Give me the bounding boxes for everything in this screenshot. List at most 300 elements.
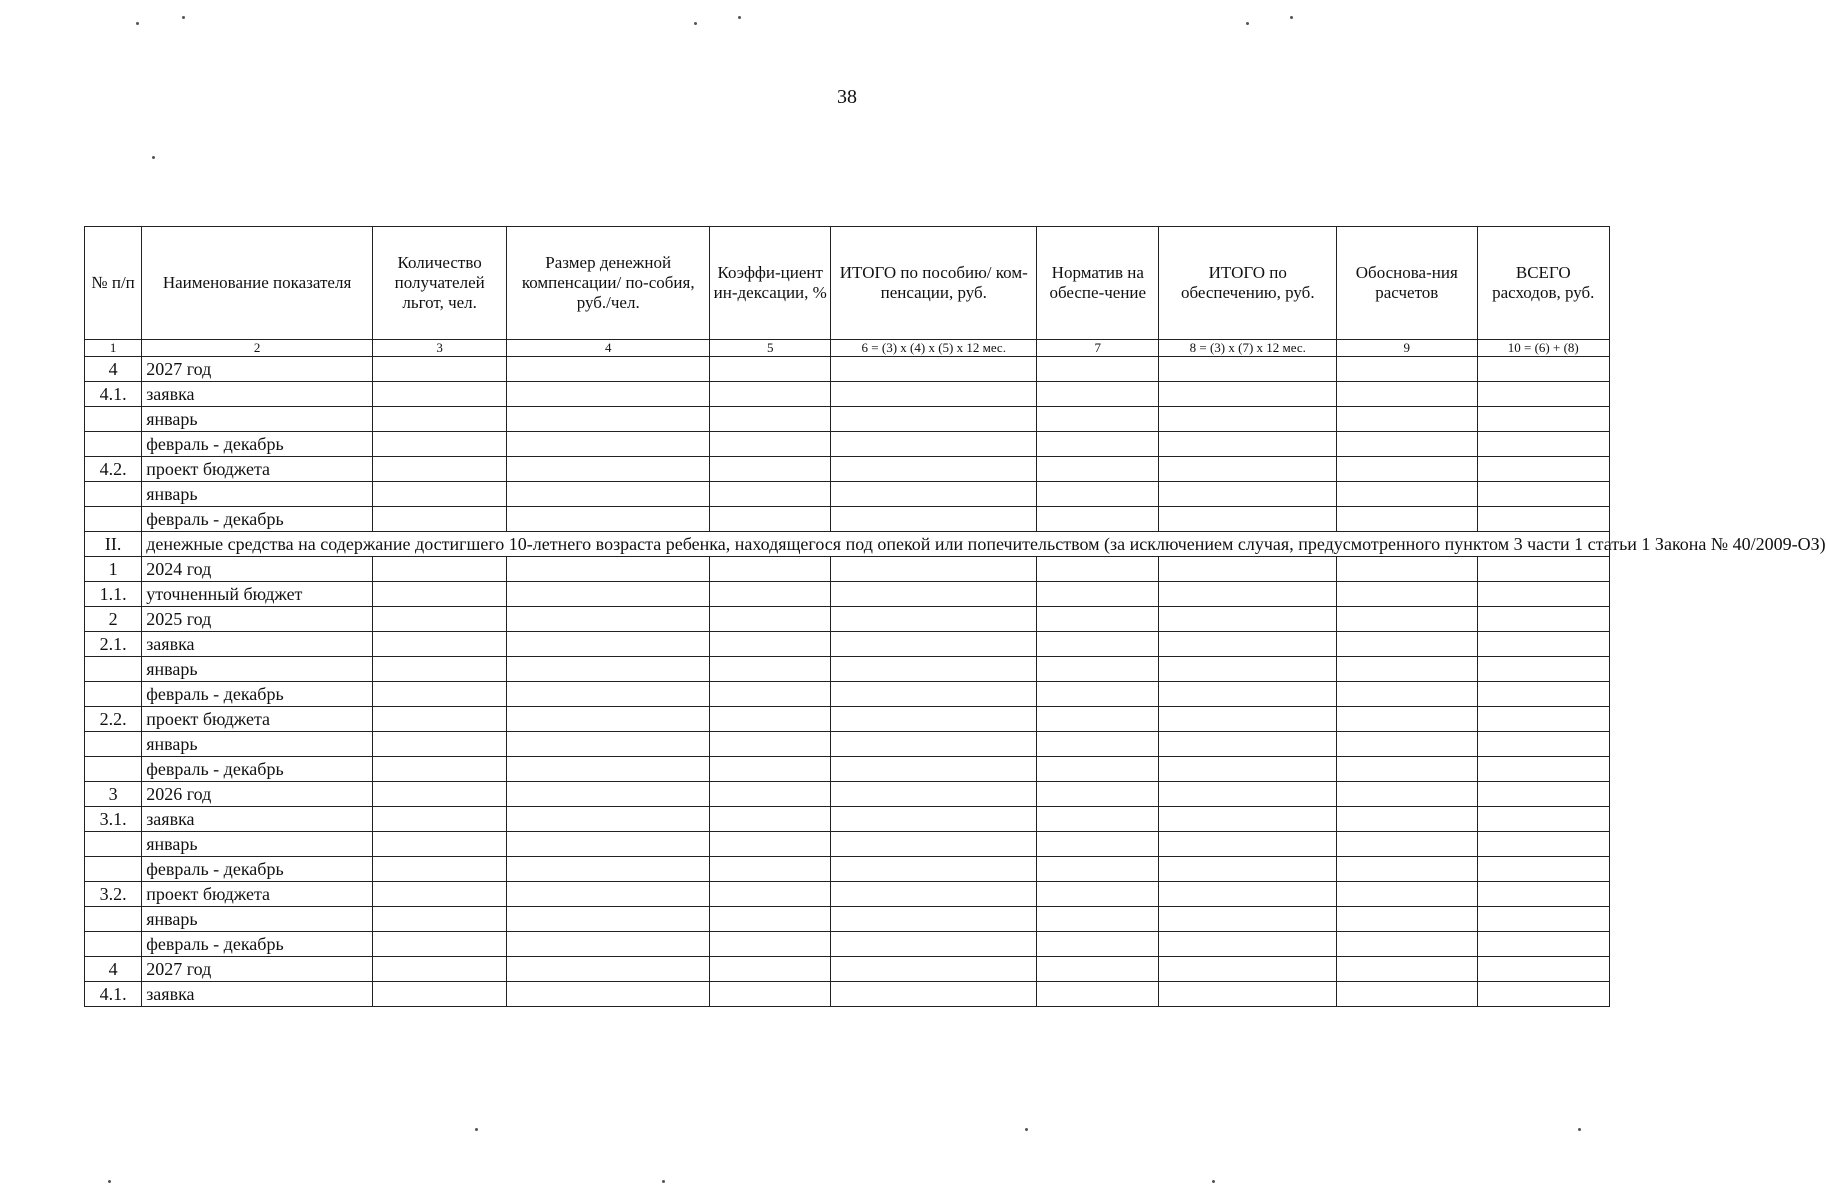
value-cell <box>372 407 506 432</box>
value-cell <box>1159 807 1337 832</box>
row-name: февраль - декабрь <box>142 757 373 782</box>
row-name: январь <box>142 657 373 682</box>
value-cell <box>1337 582 1477 607</box>
value-cell <box>1337 357 1477 382</box>
value-cell <box>1159 457 1337 482</box>
table-row <box>85 982 1610 1007</box>
value-cell <box>1337 957 1477 982</box>
scan-speck <box>1246 22 1249 25</box>
value-cell <box>1337 482 1477 507</box>
value-cell <box>507 482 710 507</box>
row-number <box>85 907 142 932</box>
row-name: январь <box>142 482 373 507</box>
row-number: 2 <box>85 607 142 632</box>
column-number: 5 <box>710 340 831 357</box>
value-cell <box>507 957 710 982</box>
value-cell <box>1159 707 1337 732</box>
value-cell <box>1159 632 1337 657</box>
value-cell <box>710 807 831 832</box>
value-cell <box>507 582 710 607</box>
table-row <box>85 882 1610 907</box>
value-cell <box>1037 957 1159 982</box>
value-cell <box>372 557 506 582</box>
table-row <box>85 482 1610 507</box>
scan-speck <box>1025 1128 1028 1131</box>
value-cell <box>1159 757 1337 782</box>
value-cell <box>1159 482 1337 507</box>
column-header: Коэффи-циент ин-дексации, % <box>710 227 831 340</box>
value-cell <box>372 882 506 907</box>
row-number <box>85 732 142 757</box>
column-header: Размер денежной компенсации/ по-собия, руб./чел. <box>507 227 710 340</box>
value-cell <box>1159 832 1337 857</box>
value-cell <box>831 807 1037 832</box>
value-cell <box>1337 907 1477 932</box>
value-cell <box>1337 382 1477 407</box>
row-name: январь <box>142 732 373 757</box>
value-cell <box>710 557 831 582</box>
column-header: Количество получателей льгот, чел. <box>372 227 506 340</box>
value-cell <box>710 782 831 807</box>
value-cell <box>1337 757 1477 782</box>
table-row <box>85 732 1610 757</box>
row-number <box>85 657 142 682</box>
value-cell <box>1337 557 1477 582</box>
table-row <box>85 907 1610 932</box>
value-cell <box>372 707 506 732</box>
value-cell <box>1477 857 1609 882</box>
scan-speck <box>475 1128 478 1131</box>
value-cell <box>1037 507 1159 532</box>
value-cell <box>1477 932 1609 957</box>
value-cell <box>372 582 506 607</box>
value-cell <box>1477 507 1609 532</box>
value-cell <box>507 982 710 1007</box>
value-cell <box>507 907 710 932</box>
value-cell <box>1337 657 1477 682</box>
table-row <box>85 857 1610 882</box>
value-cell <box>710 857 831 882</box>
value-cell <box>507 507 710 532</box>
value-cell <box>1477 657 1609 682</box>
value-cell <box>1037 982 1159 1007</box>
value-cell <box>507 807 710 832</box>
column-header: № п/п <box>85 227 142 340</box>
value-cell <box>372 982 506 1007</box>
value-cell <box>710 907 831 932</box>
value-cell <box>507 782 710 807</box>
value-cell <box>507 382 710 407</box>
value-cell <box>1337 832 1477 857</box>
table-row <box>85 357 1610 382</box>
value-cell <box>1337 932 1477 957</box>
value-cell <box>710 757 831 782</box>
section-number: II. <box>85 532 142 557</box>
value-cell <box>1159 657 1337 682</box>
column-number: 8 = (3) x (7) x 12 мес. <box>1159 340 1337 357</box>
value-cell <box>831 432 1037 457</box>
value-cell <box>1159 507 1337 532</box>
value-cell <box>507 732 710 757</box>
value-cell <box>831 682 1037 707</box>
value-cell <box>1159 882 1337 907</box>
value-cell <box>1037 357 1159 382</box>
value-cell <box>1477 557 1609 582</box>
value-cell <box>1037 732 1159 757</box>
value-cell <box>831 782 1037 807</box>
table-row <box>85 582 1610 607</box>
table-row <box>85 382 1610 407</box>
value-cell <box>1337 632 1477 657</box>
value-cell <box>1159 782 1337 807</box>
scan-speck <box>1290 16 1293 19</box>
table-row <box>85 957 1610 982</box>
value-cell <box>710 832 831 857</box>
value-cell <box>1477 782 1609 807</box>
value-cell <box>831 757 1037 782</box>
value-cell <box>1477 432 1609 457</box>
value-cell <box>1337 407 1477 432</box>
value-cell <box>1159 932 1337 957</box>
column-number: 7 <box>1037 340 1159 357</box>
value-cell <box>831 832 1037 857</box>
value-cell <box>507 632 710 657</box>
value-cell <box>1159 957 1337 982</box>
row-name: февраль - декабрь <box>142 857 373 882</box>
row-number: 1.1. <box>85 582 142 607</box>
value-cell <box>1337 982 1477 1007</box>
value-cell <box>507 607 710 632</box>
value-cell <box>831 357 1037 382</box>
value-cell <box>507 657 710 682</box>
value-cell <box>372 632 506 657</box>
value-cell <box>1037 632 1159 657</box>
value-cell <box>372 832 506 857</box>
value-cell <box>372 732 506 757</box>
row-number <box>85 757 142 782</box>
value-cell <box>372 957 506 982</box>
table-row <box>85 807 1610 832</box>
value-cell <box>1037 607 1159 632</box>
value-cell <box>1477 482 1609 507</box>
row-number: 2.1. <box>85 632 142 657</box>
value-cell <box>831 907 1037 932</box>
value-cell <box>831 982 1037 1007</box>
table-row <box>85 557 1610 582</box>
row-name: проект бюджета <box>142 882 373 907</box>
column-number: 10 = (6) + (8) <box>1477 340 1609 357</box>
value-cell <box>1159 682 1337 707</box>
row-number <box>85 857 142 882</box>
value-cell <box>831 607 1037 632</box>
value-cell <box>831 657 1037 682</box>
value-cell <box>1477 357 1609 382</box>
row-name: январь <box>142 907 373 932</box>
column-header: ВСЕГО расходов, руб. <box>1477 227 1609 340</box>
value-cell <box>710 982 831 1007</box>
value-cell <box>831 632 1037 657</box>
value-cell <box>1477 582 1609 607</box>
value-cell <box>1037 807 1159 832</box>
value-cell <box>507 932 710 957</box>
value-cell <box>372 357 506 382</box>
table-row <box>85 632 1610 657</box>
value-cell <box>1337 507 1477 532</box>
value-cell <box>1477 882 1609 907</box>
value-cell <box>372 432 506 457</box>
scan-speck <box>694 22 697 25</box>
table-row <box>85 782 1610 807</box>
scan-speck <box>738 16 741 19</box>
value-cell <box>507 457 710 482</box>
table-row <box>85 757 1610 782</box>
scan-speck <box>108 1180 111 1183</box>
value-cell <box>1337 782 1477 807</box>
scan-speck <box>136 22 139 25</box>
table-body <box>85 357 1826 1007</box>
value-cell <box>372 932 506 957</box>
row-name: январь <box>142 832 373 857</box>
value-cell <box>1159 407 1337 432</box>
value-cell <box>1037 407 1159 432</box>
table-row <box>85 607 1610 632</box>
column-header: Наименование показателя <box>142 227 373 340</box>
row-number: 2.2. <box>85 707 142 732</box>
value-cell <box>1159 557 1337 582</box>
page-number: 38 <box>837 86 857 108</box>
value-cell <box>1037 857 1159 882</box>
value-cell <box>1159 732 1337 757</box>
value-cell <box>1037 707 1159 732</box>
value-cell <box>710 457 831 482</box>
column-number-row <box>85 340 1610 357</box>
scan-speck <box>182 16 185 19</box>
value-cell <box>1037 832 1159 857</box>
row-number: 4.2. <box>85 457 142 482</box>
row-name: проект бюджета <box>142 707 373 732</box>
value-cell <box>372 607 506 632</box>
value-cell <box>1037 682 1159 707</box>
value-cell <box>507 432 710 457</box>
value-cell <box>1159 982 1337 1007</box>
value-cell <box>1337 607 1477 632</box>
value-cell <box>1159 607 1337 632</box>
table-row <box>85 407 1610 432</box>
value-cell <box>710 382 831 407</box>
value-cell <box>710 482 831 507</box>
section-row <box>85 532 1610 557</box>
value-cell <box>710 707 831 732</box>
value-cell <box>831 382 1037 407</box>
value-cell <box>1337 857 1477 882</box>
row-number <box>85 832 142 857</box>
value-cell <box>831 557 1037 582</box>
value-cell <box>1477 757 1609 782</box>
value-cell <box>710 657 831 682</box>
row-name: заявка <box>142 632 373 657</box>
row-number <box>85 482 142 507</box>
column-number: 2 <box>142 340 373 357</box>
row-number <box>85 507 142 532</box>
table-row <box>85 932 1610 957</box>
value-cell <box>1037 757 1159 782</box>
row-name: 2027 год <box>142 357 373 382</box>
value-cell <box>507 757 710 782</box>
column-number: 4 <box>507 340 710 357</box>
value-cell <box>372 507 506 532</box>
value-cell <box>831 707 1037 732</box>
column-header: ИТОГО по пособию/ ком-пенсации, руб. <box>831 227 1037 340</box>
value-cell <box>372 682 506 707</box>
scan-speck <box>662 1180 665 1183</box>
row-name: 2026 год <box>142 782 373 807</box>
column-number: 6 = (3) x (4) x (5) x 12 мес. <box>831 340 1037 357</box>
value-cell <box>1477 407 1609 432</box>
value-cell <box>710 632 831 657</box>
value-cell <box>372 907 506 932</box>
value-cell <box>1037 432 1159 457</box>
row-number: 4 <box>85 957 142 982</box>
value-cell <box>507 557 710 582</box>
value-cell <box>1037 932 1159 957</box>
value-cell <box>831 932 1037 957</box>
row-number: 4.1. <box>85 382 142 407</box>
row-name: январь <box>142 407 373 432</box>
value-cell <box>372 382 506 407</box>
row-number <box>85 932 142 957</box>
value-cell <box>507 357 710 382</box>
row-name: февраль - декабрь <box>142 682 373 707</box>
row-name: февраль - декабрь <box>142 432 373 457</box>
value-cell <box>1037 782 1159 807</box>
value-cell <box>1037 457 1159 482</box>
column-number: 1 <box>85 340 142 357</box>
value-cell <box>1037 382 1159 407</box>
row-number <box>85 432 142 457</box>
row-name: февраль - декабрь <box>142 932 373 957</box>
value-cell <box>710 932 831 957</box>
value-cell <box>1159 582 1337 607</box>
scan-speck <box>1212 1180 1215 1183</box>
section-title: денежные средства на содержание достигшего 10-летнего возраста ребенка, находящегося под опекой или попечительством (за исключением случая, предусмотренного пунктом 3 части 1 статьи 1 Закона № 40/2009-ОЗ) <box>142 532 1610 557</box>
value-cell <box>1477 832 1609 857</box>
row-name: заявка <box>142 382 373 407</box>
table-row <box>85 832 1610 857</box>
row-name: февраль - декабрь <box>142 507 373 532</box>
value-cell <box>710 507 831 532</box>
value-cell <box>831 482 1037 507</box>
value-cell <box>1037 557 1159 582</box>
value-cell <box>1477 807 1609 832</box>
column-header: ИТОГО по обеспечению, руб. <box>1159 227 1337 340</box>
scan-speck <box>152 156 155 159</box>
value-cell <box>507 832 710 857</box>
expense-calculation-table <box>84 226 1826 1007</box>
row-number: 4.1. <box>85 982 142 1007</box>
value-cell <box>1337 807 1477 832</box>
row-name: заявка <box>142 982 373 1007</box>
value-cell <box>710 882 831 907</box>
value-cell <box>507 882 710 907</box>
value-cell <box>710 357 831 382</box>
value-cell <box>372 482 506 507</box>
value-cell <box>1477 457 1609 482</box>
value-cell <box>710 682 831 707</box>
value-cell <box>1337 457 1477 482</box>
value-cell <box>1477 732 1609 757</box>
table-row <box>85 457 1610 482</box>
column-number: 3 <box>372 340 506 357</box>
column-number: 9 <box>1337 340 1477 357</box>
value-cell <box>1037 582 1159 607</box>
row-name: заявка <box>142 807 373 832</box>
value-cell <box>1477 907 1609 932</box>
value-cell <box>372 857 506 882</box>
value-cell <box>831 407 1037 432</box>
value-cell <box>1037 907 1159 932</box>
value-cell <box>372 757 506 782</box>
value-cell <box>507 707 710 732</box>
value-cell <box>1037 882 1159 907</box>
row-number: 1 <box>85 557 142 582</box>
value-cell <box>710 732 831 757</box>
table-row <box>85 682 1610 707</box>
table-row <box>85 432 1610 457</box>
row-name: уточненный бюджет <box>142 582 373 607</box>
value-cell <box>1337 707 1477 732</box>
value-cell <box>1477 707 1609 732</box>
value-cell <box>1477 957 1609 982</box>
value-cell <box>1337 432 1477 457</box>
row-number <box>85 682 142 707</box>
table-row <box>85 657 1610 682</box>
value-cell <box>1477 382 1609 407</box>
value-cell <box>831 857 1037 882</box>
value-cell <box>1477 682 1609 707</box>
value-cell <box>1477 607 1609 632</box>
row-name: 2027 год <box>142 957 373 982</box>
value-cell <box>710 432 831 457</box>
column-header: Норматив на обеспе-чение <box>1037 227 1159 340</box>
value-cell <box>831 582 1037 607</box>
value-cell <box>372 657 506 682</box>
value-cell <box>710 582 831 607</box>
row-name: 2025 год <box>142 607 373 632</box>
row-number: 3.2. <box>85 882 142 907</box>
table-row <box>85 707 1610 732</box>
value-cell <box>831 882 1037 907</box>
value-cell <box>710 957 831 982</box>
row-name: проект бюджета <box>142 457 373 482</box>
value-cell <box>1159 357 1337 382</box>
value-cell <box>710 407 831 432</box>
value-cell <box>1159 857 1337 882</box>
row-number: 4 <box>85 357 142 382</box>
value-cell <box>1337 732 1477 757</box>
value-cell <box>1477 982 1609 1007</box>
value-cell <box>831 507 1037 532</box>
value-cell <box>1159 432 1337 457</box>
row-number: 3.1. <box>85 807 142 832</box>
scan-speck <box>1578 1128 1581 1131</box>
value-cell <box>372 782 506 807</box>
value-cell <box>831 957 1037 982</box>
value-cell <box>1159 382 1337 407</box>
value-cell <box>1477 632 1609 657</box>
row-number: 3 <box>85 782 142 807</box>
value-cell <box>1337 882 1477 907</box>
table-header-row <box>85 227 1610 340</box>
